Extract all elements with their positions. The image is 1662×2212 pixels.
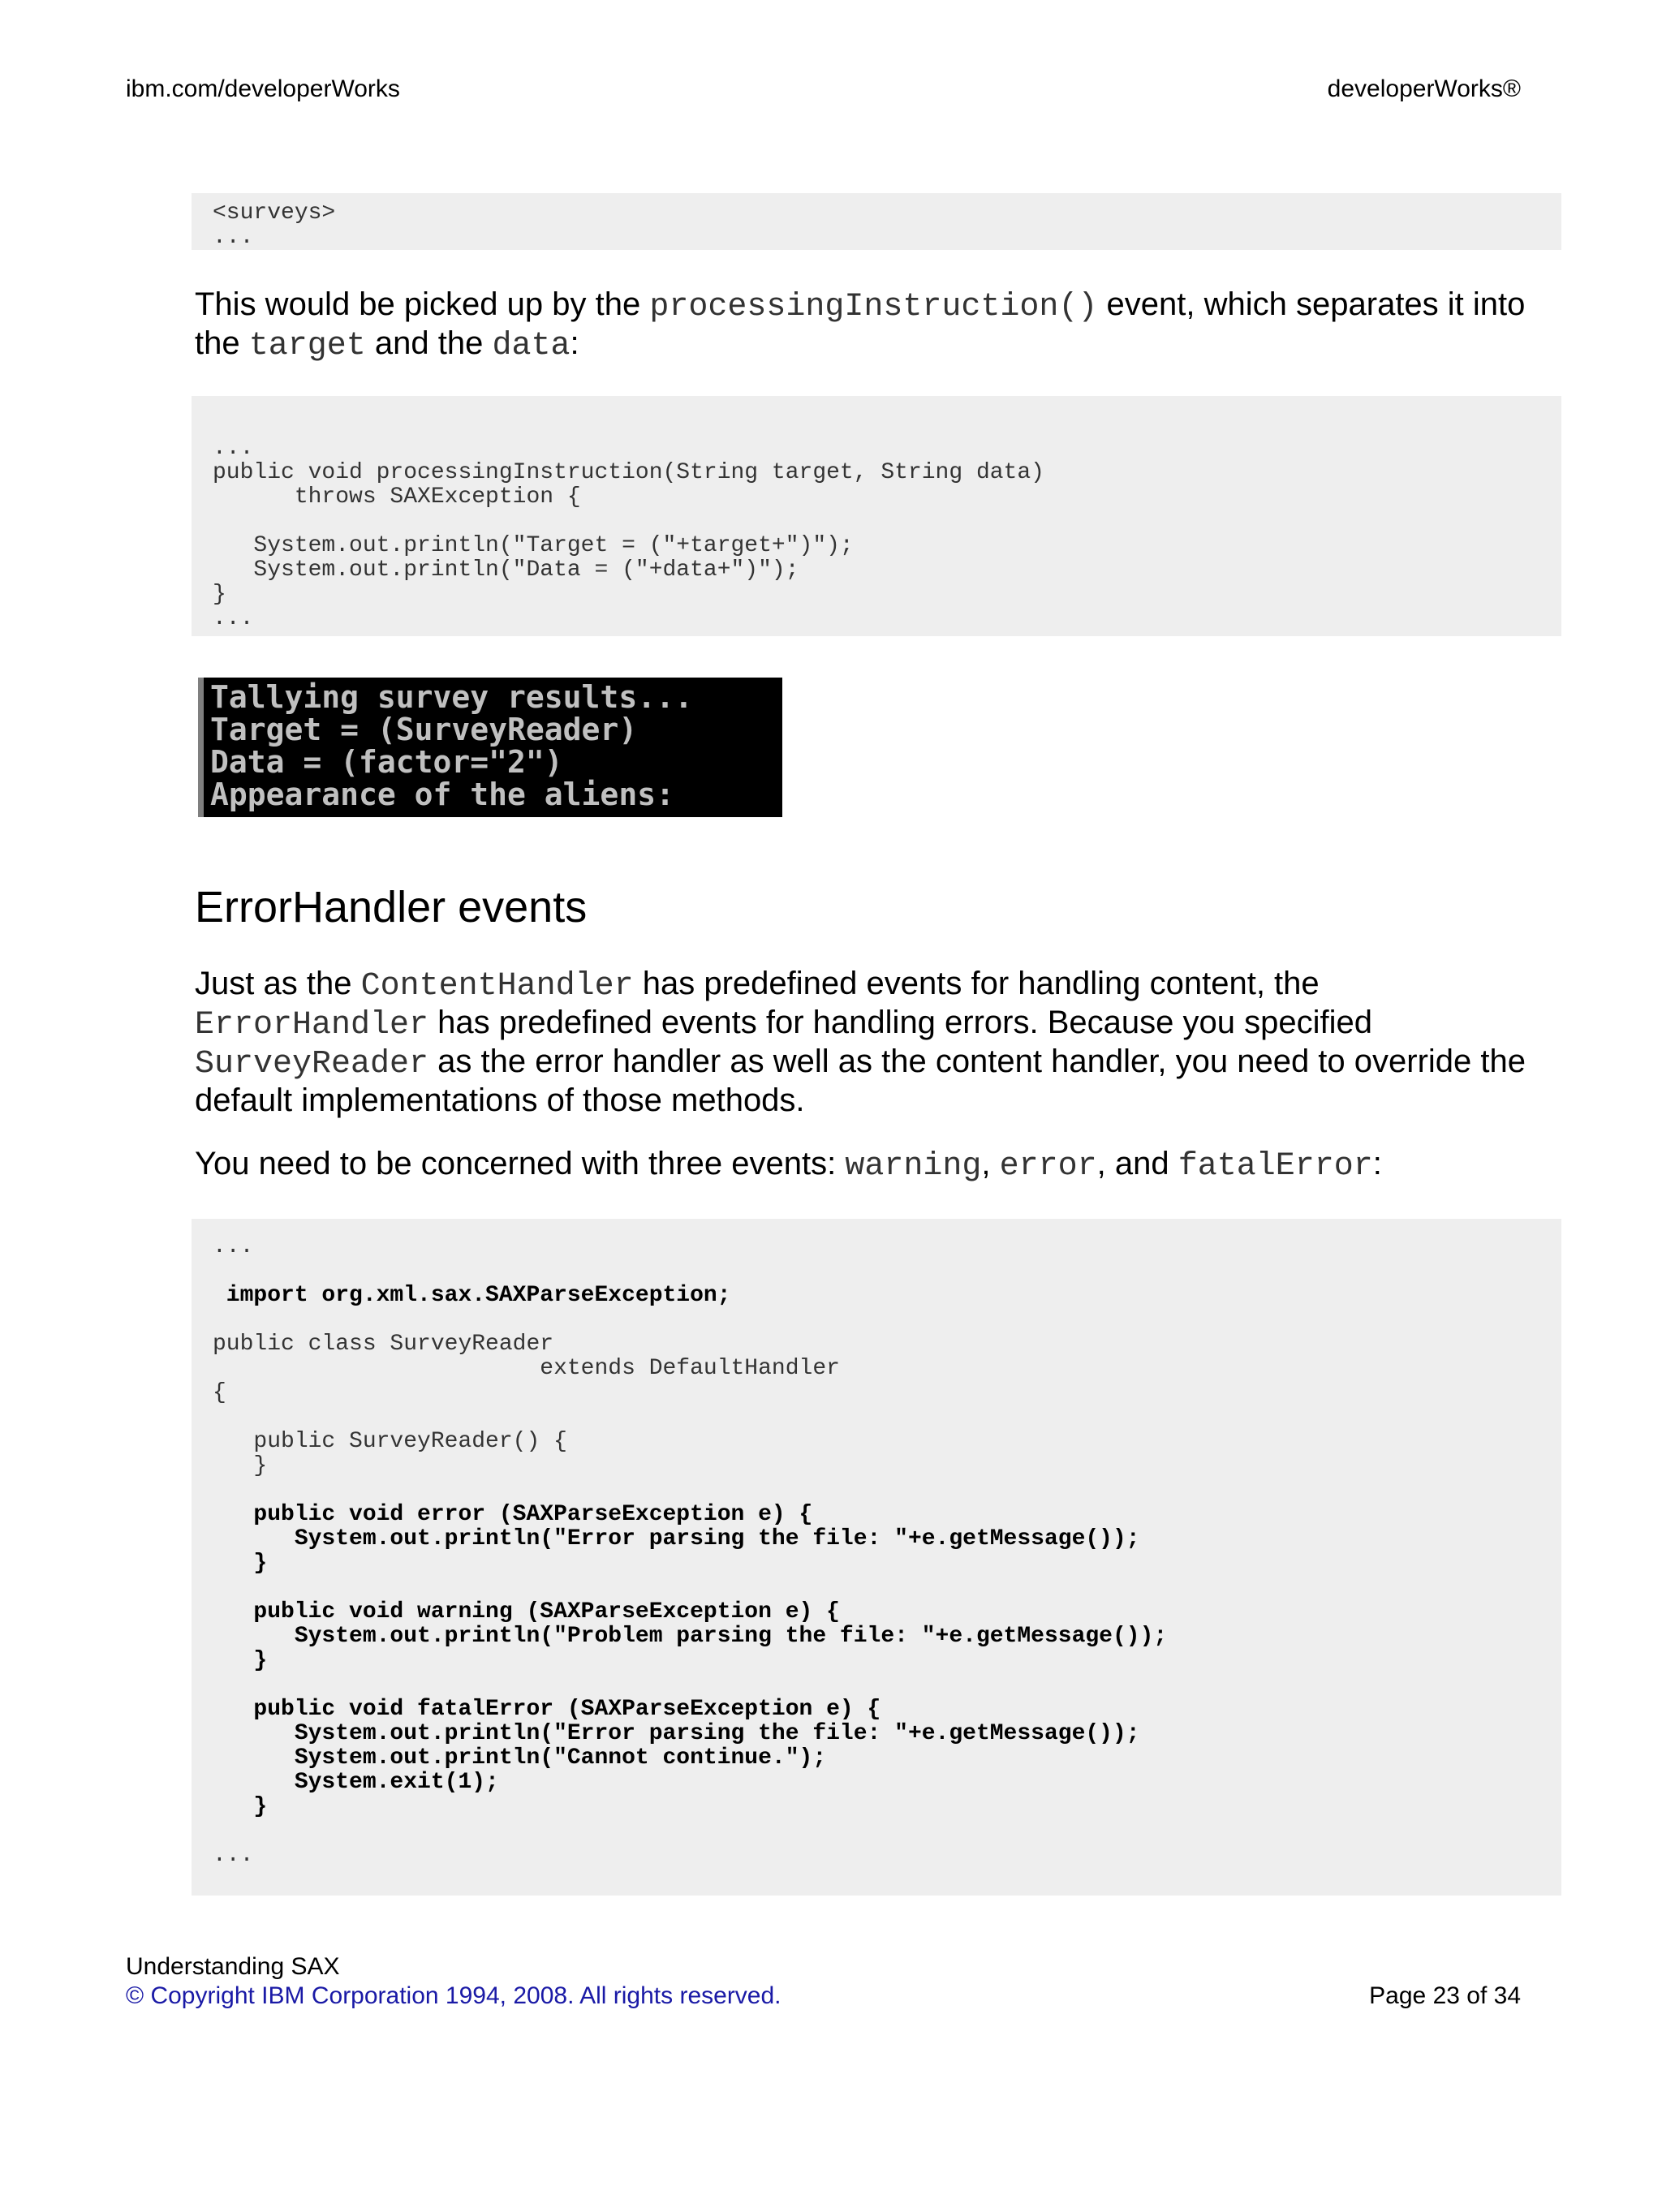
code-text: ... import org.xml.sax.SAXParseException; public class SurveyReader extends DefaultHandler { public SurveyReader() { } public void error (SAXParseException e) { System.out.println("Error parsing the file: "+e.getMessage()); } public void warning (SAXParseException e) { System.out.println("Problem parsing the file: "+e.getMessage()); } public void fatalError (SAXParseException e) { System.out.println("Error parsing the file: "+e.getMessage()); System.out.println("Cannot continue."); System.exit(1); } ... (213, 1234, 1168, 1868)
header-site-url: ibm.com/developerWorks (126, 75, 400, 102)
footer-document-title: Understanding SAX (126, 1953, 340, 1980)
code-block-survey-reader (192, 1219, 1561, 1896)
header-brand: developerWorks® (1327, 75, 1521, 102)
inline-code: data (492, 328, 571, 364)
inline-code: SurveyReader (195, 1046, 429, 1082)
section-heading: ErrorHandler events (195, 883, 588, 932)
console-text: Tallying survey results... Target = (SurveyReader) Data = (factor="2") Appearance of the aliens: (210, 679, 693, 812)
paragraph-processing-instruction: This would be picked up by the processingInstruction() event, which separates it into the target and the data: (195, 286, 1526, 364)
inline-code: target (248, 328, 366, 364)
footer-page-number: Page 23 of 34 (1369, 1982, 1521, 2009)
paragraph-error-handler: Just as the ContentHandler has predefined events for handling content, the ErrorHandler has predefined events for handling errors. Because you specified SurveyReader as the error handler as well as the content handler, you need to override the default implementations of those methods. (195, 966, 1526, 1118)
code-block-surveys (192, 193, 1561, 250)
inline-code: warning (845, 1148, 982, 1185)
code-block-processing-instruction (192, 396, 1561, 636)
code-text: <surveys> ... (213, 200, 336, 250)
paragraph-three-events: You need to be concerned with three events: warning, error, and fatalError: (195, 1146, 1382, 1185)
footer-copyright-link[interactable]: © Copyright IBM Corporation 1994, 2008. All rights reserved. (126, 1982, 781, 2009)
inline-code: fatalError (1178, 1148, 1373, 1185)
inline-code: error (999, 1148, 1097, 1185)
inline-code: ContentHandler (360, 968, 634, 1005)
inline-code: ErrorHandler (195, 1007, 429, 1044)
inline-code: processingInstruction() (649, 289, 1098, 325)
console-output-screenshot (198, 678, 782, 817)
code-text: ... public void processingInstruction(String target, String data) throws SAXException { System.out.println("Target = ("+target+")"); System.out.println("Data = ("+data+")"); } ... (213, 436, 1044, 631)
